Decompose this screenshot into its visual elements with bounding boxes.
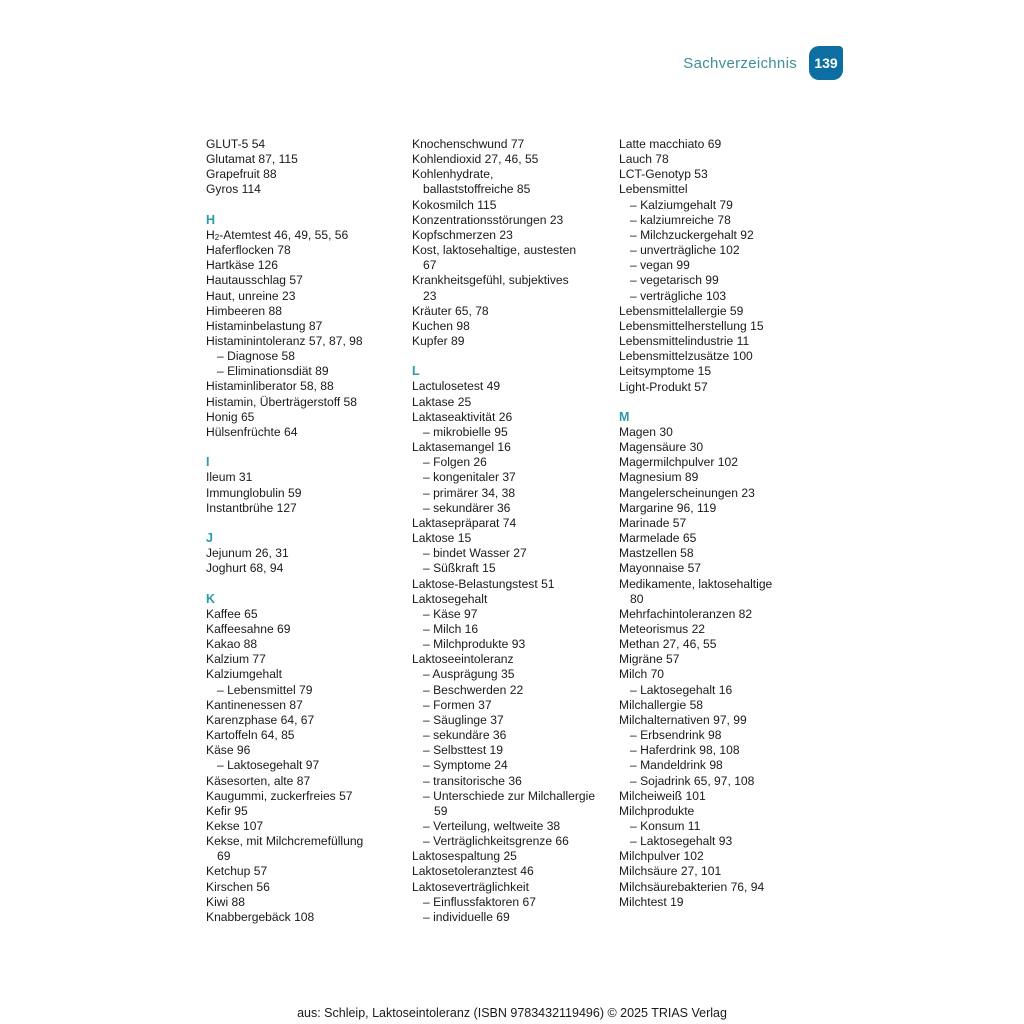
index-subentry: – Säuglinge 37: [423, 712, 504, 727]
index-entry: Laktase 25: [412, 394, 472, 409]
index-subentry: – Ausprägung 35: [423, 667, 515, 682]
index-entry: Haferflocken 78: [206, 243, 291, 258]
index-subentry: – Kalziumgehalt 79: [630, 197, 733, 212]
index-entry: Milchsäure 27, 101: [619, 864, 722, 879]
index-subentry: – primärer 34, 38: [423, 485, 516, 500]
index-entry: Konzentrationsstörungen 23: [412, 212, 564, 227]
index-entry: Kalzium 77: [206, 652, 266, 667]
entry-text: -Atemtest 46, 49, 55, 56: [219, 227, 349, 242]
index-subentry: – Verträglichkeitsgrenze 66: [423, 834, 569, 849]
index-letter-heading: H: [206, 212, 216, 227]
index-entry: Joghurt 68, 94: [206, 561, 284, 576]
index-entry: Lebensmittelallergie 59: [619, 303, 744, 318]
index-entry: Kakao 88: [206, 637, 258, 652]
index-entry: LCT-Genotyp 53: [619, 167, 708, 182]
index-subentry: – kongenitaler 37: [423, 470, 516, 485]
index-subentry: – Konsum 11: [630, 819, 701, 834]
index-subentry: – Unterschiede zur Milchallergie: [423, 788, 596, 803]
index-entry: Lebensmittelindustrie 11: [619, 334, 750, 349]
index-entry: Hautausschlag 57: [206, 273, 303, 288]
index-letter-heading: M: [619, 409, 630, 424]
index-entry: Kopfschmerzen 23: [412, 227, 513, 242]
subscript: 2: [214, 232, 220, 242]
index-entry: Kupfer 89: [412, 334, 465, 349]
index-entry: Gyros 114: [206, 182, 261, 197]
index-subentry: – sekundäre 36: [423, 728, 507, 743]
index-subentry: – Folgen 26: [423, 455, 487, 470]
index-entry: Laktose 15: [412, 531, 472, 546]
section-spacer: [206, 440, 406, 455]
index-entry: Kräuter 65, 78: [412, 303, 489, 318]
index-entry: Kaffee 65: [206, 606, 258, 621]
index-column-2: [412, 137, 612, 925]
index-letter-heading: I: [206, 455, 210, 470]
index-subentry: – Milchzuckergehalt 92: [630, 227, 754, 242]
index-subentry: – Beschwerden 22: [423, 682, 524, 697]
index-entry: Glutamat 87, 115: [206, 152, 298, 167]
index-entry: Ketchup 57: [206, 864, 268, 879]
index-entry: Margarine 96, 119: [619, 500, 717, 515]
index-subentry: – Sojadrink 65, 97, 108: [630, 773, 755, 788]
index-entry: Laktasemangel 16: [412, 440, 511, 455]
index-entry: Knabbergebäck 108: [206, 909, 315, 924]
index-entry: Karenzphase 64, 67: [206, 712, 315, 727]
index-subentry: – Einflussfaktoren 67: [423, 894, 536, 909]
index-subentry: – Lebensmittel 79: [217, 682, 313, 697]
index-subentry: – Symptome 24: [423, 758, 508, 773]
index-subentry: – Süßkraft 15: [423, 561, 496, 576]
index-entry: Kefir 95: [206, 803, 248, 818]
index-entry: Lebensmittelzusätze 100: [619, 349, 753, 364]
index-entry: Laktosegehalt: [412, 591, 488, 606]
index-entry: Leitsymptome 15: [619, 364, 712, 379]
index-subentry: – Eliminationsdiät 89: [217, 364, 329, 379]
index-letter-heading: K: [206, 591, 216, 606]
index-entry-continuation: 67: [423, 258, 437, 273]
index-entry: Medikamente, laktosehaltige: [619, 576, 773, 591]
index-entry: Käsesorten, alte 87: [206, 773, 311, 788]
index-entry: Kekse 107: [206, 818, 264, 833]
source-footer: aus: Schleip, Laktoseintoleranz (ISBN 9783432119496) © 2025 TRIAS Verlag: [297, 1006, 727, 1020]
index-column-3: [619, 137, 819, 910]
index-subentry: – vegetarisch 99: [630, 273, 719, 288]
index-subentry: – vegan 99: [630, 258, 690, 273]
index-entry: Magnesium 89: [619, 470, 699, 485]
index-entry: Milch 70: [619, 667, 665, 682]
index-entry: Milchsäurebakterien 76, 94: [619, 879, 765, 894]
index-entry: Migräne 57: [619, 652, 680, 667]
index-entry: Milchalternativen 97, 99: [619, 712, 747, 727]
index-entry: Lactulosetest 49: [412, 379, 501, 394]
index-entry: Kantinenessen 87: [206, 697, 303, 712]
index-entry: Milchprodukte: [619, 803, 695, 818]
index-entry: Meteorismus 22: [619, 621, 706, 636]
index-entry: Kuchen 98: [412, 318, 470, 333]
section-spacer: [619, 395, 819, 410]
index-entry: Jejunum 26, 31: [206, 546, 289, 561]
index-entry: Kirschen 56: [206, 879, 270, 894]
index-entry: Krankheitsgefühl, subjektives: [412, 273, 569, 288]
index-subentry: – Laktosegehalt 97: [217, 758, 320, 773]
index-entry: Laktosetoleranztest 46: [412, 864, 534, 879]
index-entry-continuation: 69: [217, 849, 231, 864]
index-entry-continuation: 23: [423, 288, 437, 303]
index-entry: Light-Produkt 57: [619, 379, 708, 394]
index-entry: Histaminbelastung 87: [206, 318, 323, 333]
index-subentry: – Formen 37: [423, 697, 492, 712]
index-subentry: – Milch 16: [423, 621, 479, 636]
index-entry: Ileum 31: [206, 470, 253, 485]
section-spacer: [206, 198, 406, 213]
index-subentry: – Verteilung, weltweite 38: [423, 819, 561, 834]
index-entry: Kaffeesahne 69: [206, 621, 291, 636]
index-subentry: – kalziumreiche 78: [630, 212, 731, 227]
index-entry-continuation: ballaststoffreiche 85: [423, 182, 531, 197]
index-entry: Milchtest 19: [619, 894, 684, 909]
index-entry: Kohlenhydrate,: [412, 167, 494, 182]
index-entry: Laktose-Belastungstest 51: [412, 576, 555, 591]
index-entry: Histaminintoleranz 57, 87, 98: [206, 334, 363, 349]
index-entry: Milcheiweiß 101: [619, 788, 706, 803]
index-subentry: – Mandeldrink 98: [630, 758, 723, 773]
index-entry: Kekse, mit Milchcremefüllung: [206, 834, 364, 849]
index-entry: Kalziumgehalt: [206, 667, 282, 682]
index-entry: Hülsenfrüchte 64: [206, 424, 298, 439]
index-entry: Magensäure 30: [619, 440, 704, 455]
index-entry: Mastzellen 58: [619, 546, 694, 561]
index-subentry: – individuelle 69: [423, 909, 510, 924]
index-entry: Laktoseeintoleranz: [412, 652, 514, 667]
section-title: Sachverzeichnis: [683, 54, 797, 72]
index-subentry: – verträgliche 103: [630, 288, 727, 303]
index-entry: Instantbrühe 127: [206, 500, 297, 515]
index-entry: Himbeeren 88: [206, 303, 282, 318]
index-entry: Marinade 57: [619, 515, 687, 530]
index-subentry: – Käse 97: [423, 606, 478, 621]
index-entry: Kartoffeln 64, 85: [206, 728, 295, 743]
index-entry: Laktosespaltung 25: [412, 849, 517, 864]
index-entry: Kaugummi, zuckerfreies 57: [206, 788, 353, 803]
index-subentry: – Milchprodukte 93: [423, 637, 526, 652]
index-column-1: [206, 137, 406, 925]
index-entry: Milchallergie 58: [619, 697, 704, 712]
index-subentry: – Selbsttest 19: [423, 743, 504, 758]
running-header: [683, 46, 843, 80]
index-entry: Mayonnaise 57: [619, 561, 702, 576]
index-entry: Laktasepräparat 74: [412, 515, 517, 530]
index-entry: Kokosmilch 115: [412, 197, 497, 212]
entry-text: H: [206, 227, 215, 242]
index-subentry: – bindet Wasser 27: [423, 546, 527, 561]
index-subentry-continuation: 59: [434, 803, 448, 818]
section-spacer: [206, 576, 406, 591]
index-entry: Histaminliberator 58, 88: [206, 379, 334, 394]
section-spacer: [412, 349, 612, 364]
section-spacer: [206, 516, 406, 531]
index-entry: Lebensmittel: [619, 182, 688, 197]
index-entry: Honig 65: [206, 409, 255, 424]
index-entry: Mehrfachintoleranzen 82: [619, 606, 753, 621]
index-entry: Methan 27, 46, 55: [619, 637, 717, 652]
index-entry: Histamin, Überträgerstoff 58: [206, 394, 358, 409]
index-entry: Hartkäse 126: [206, 258, 278, 273]
index-entry: GLUT-5 54: [206, 137, 266, 151]
index-entry: Magermilchpulver 102: [619, 455, 738, 470]
index-entry: Lauch 78: [619, 152, 669, 167]
index-subentry: – Erbsendrink 98: [630, 728, 722, 743]
page-number-badge: 139: [809, 46, 843, 80]
index-subentry: – transitorische 36: [423, 773, 522, 788]
index-subentry: – Haferdrink 98, 108: [630, 743, 740, 758]
index-entry: Laktoseverträglichkeit: [412, 879, 529, 894]
index-entry: Käse 96: [206, 743, 251, 758]
index-entry: Milchpulver 102: [619, 849, 704, 864]
index-entry: Lebensmittelherstellung 15: [619, 318, 764, 333]
index-letter-heading: J: [206, 531, 213, 546]
index-entry: Grapefruit 88: [206, 167, 277, 182]
index-entry: Kost, laktosehaltige, austesten: [412, 243, 577, 258]
index-entry: Mangelerscheinungen 23: [619, 485, 755, 500]
index-entry: Kiwi 88: [206, 894, 245, 909]
index-entry: Laktaseaktivität 26: [412, 409, 513, 424]
index-subentry: – mikrobielle 95: [423, 424, 508, 439]
index-entry-continuation: 80: [630, 591, 644, 606]
index-entry: Kohlendioxid 27, 46, 55: [412, 152, 539, 167]
index-entry: Magen 30: [619, 424, 673, 439]
index-subentry: – sekundärer 36: [423, 500, 511, 515]
index-entry: [206, 228, 406, 243]
index-subentry: – Laktosegehalt 16: [630, 682, 733, 697]
index-subentry: – Laktosegehalt 93: [630, 834, 733, 849]
index-subentry: – Diagnose 58: [217, 349, 295, 364]
index-entry: Latte macchiato 69: [619, 137, 722, 151]
index-entry: Haut, unreine 23: [206, 288, 296, 303]
index-subentry: – unverträgliche 102: [630, 243, 740, 258]
index-entry: Immunglobulin 59: [206, 485, 302, 500]
index-entry: Knochenschwund 77: [412, 137, 525, 151]
index-entry: Marmelade 65: [619, 531, 697, 546]
index-letter-heading: L: [412, 364, 420, 379]
